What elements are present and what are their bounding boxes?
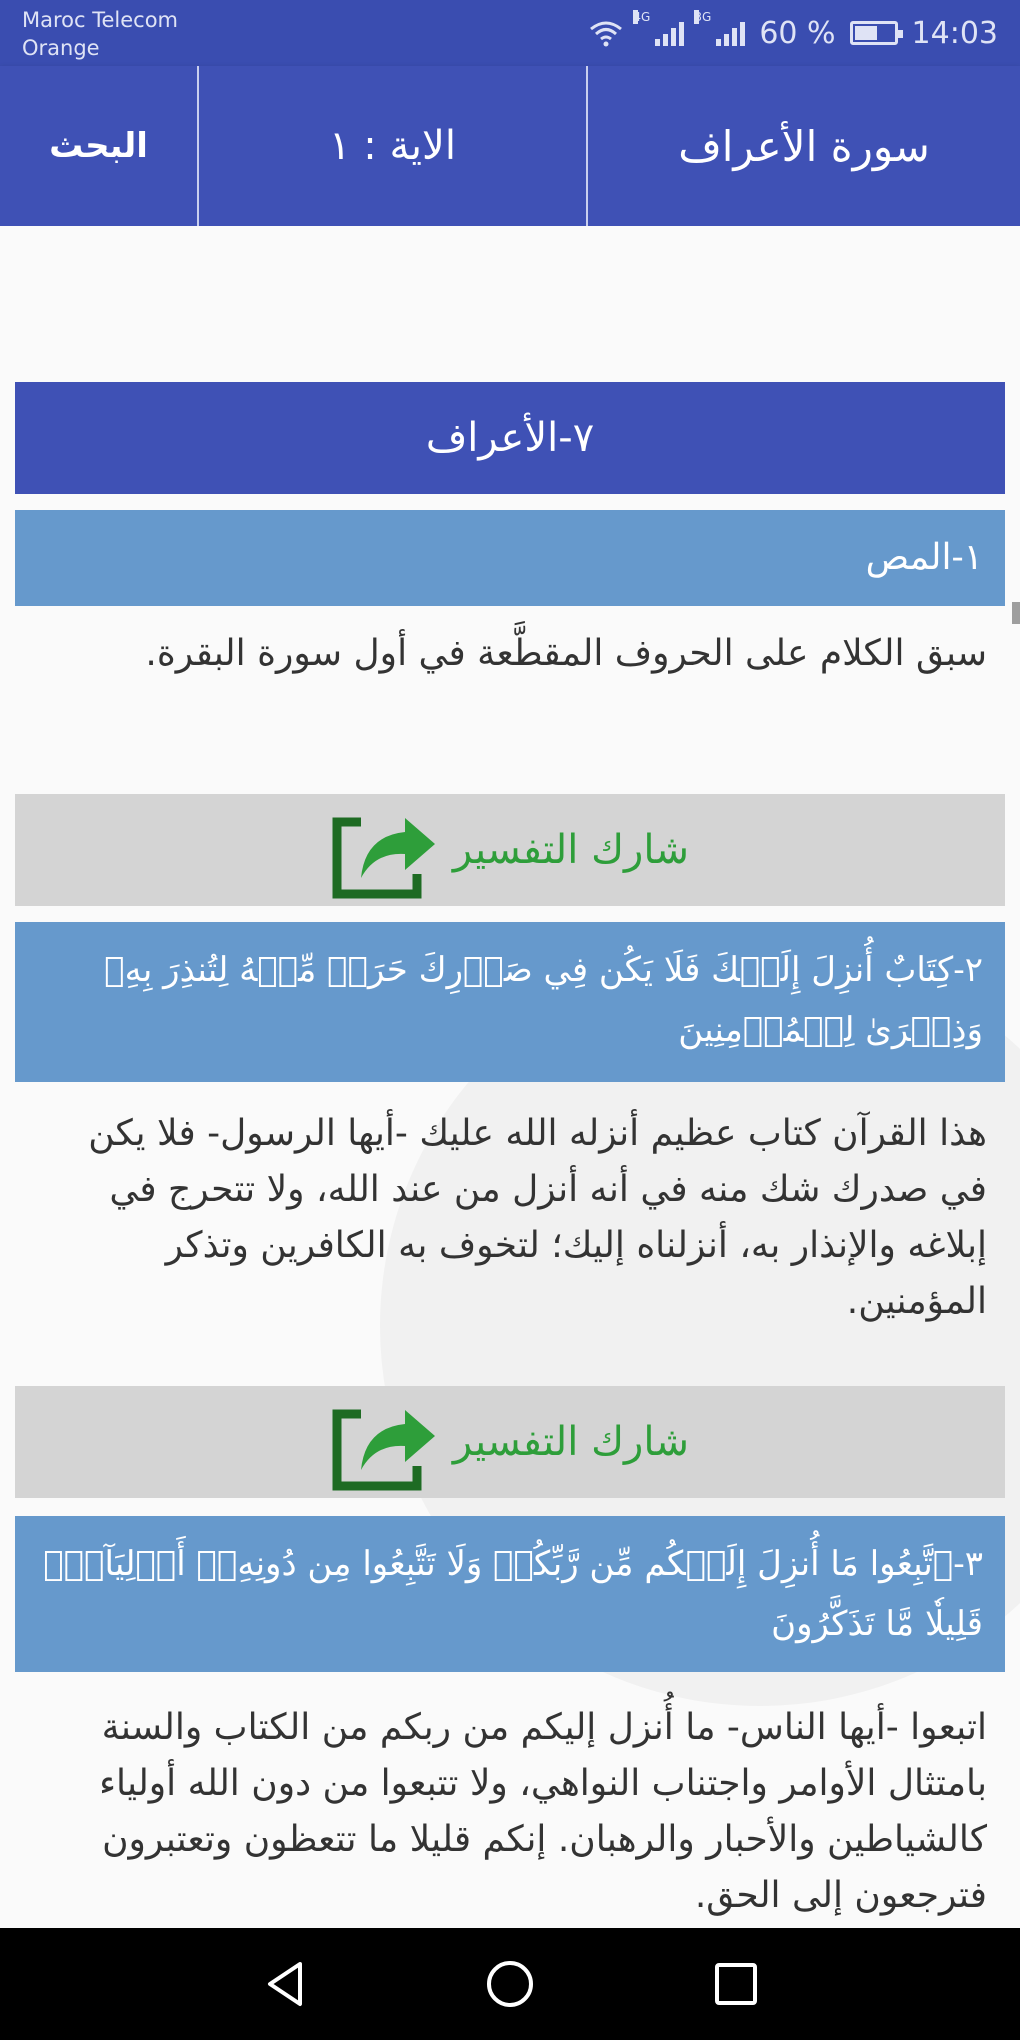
- share-arrow-icon: [331, 800, 435, 900]
- top-toolbar: [0, 66, 1020, 226]
- wifi-icon: [589, 19, 623, 47]
- share-tafsir-label-1: شارك التفسير: [452, 827, 690, 873]
- search-button[interactable]: البحث: [0, 66, 199, 226]
- share-tafsir-button-1[interactable]: [15, 794, 1005, 906]
- battery-icon: [850, 21, 898, 45]
- back-triangle-icon[interactable]: [258, 1956, 314, 2012]
- status-indicators: [589, 0, 998, 66]
- share-arrow-icon: [331, 1392, 435, 1492]
- tafsir-text-1: سبق الكلام على الحروف المقطَّعة في أول سورة البقرة.: [145, 633, 987, 674]
- clock: 14:03: [911, 15, 998, 51]
- tafsir-text-3: اتبعوا -أيها الناس- ما أُنزل إليكم من ربكم من الكتاب والسنة بامتثال الأوامر واجتناب النواهي، ولا تتبعوا من دون الله أولياء كالشياطين والأحبار والرهبان. إنكم قليلا ما تتعظون وتعتبرون فترجعون إلى الحق.: [99, 1707, 987, 1916]
- share-tafsir-button-2[interactable]: [15, 1386, 1005, 1498]
- surah-selector[interactable]: سورة الأعراف: [678, 121, 930, 171]
- network-4g-label: 4G: [633, 10, 651, 24]
- share-tafsir-label-2: شارك التفسير: [452, 1419, 690, 1465]
- ayah-box-2: ٢-كِتَابٌ أُنزِلَ إِلَيۡكَ فَلَا يَكُن فِي صَدۡرِكَ حَرَجٞ مِّنۡهُ لِتُنذِرَ بِهِۦ وَذِكۡرَىٰ لِلۡمُؤۡمِنِينَ: [15, 922, 1005, 1082]
- carrier-line-1: Maroc Telecom: [22, 8, 179, 32]
- surah-header: ٧-الأعراف: [15, 382, 1005, 494]
- carrier-info: [22, 6, 178, 62]
- ayah-box-3: ٣-ٱتَّبِعُوا مَا أُنزِلَ إِلَيۡكُم مِّن رَّبِّكُمۡ وَلَا تَتَّبِعُوا مِن دُونِهِۦٓ أَوۡلِيَآءَۗ قَلِيلٗا مَّا تَذَكَّرُونَ: [15, 1516, 1005, 1672]
- carrier-line-2: Orange: [22, 36, 100, 60]
- signal-4g-icon: [633, 10, 684, 46]
- network-3g-label: 3G: [694, 10, 712, 24]
- status-bar: [0, 0, 1020, 66]
- system-nav-bar: [0, 1928, 1020, 2040]
- tafsir-list[interactable]: [0, 226, 1020, 1928]
- recents-square-icon[interactable]: [708, 1956, 764, 2012]
- ayah-box-1: ١-المص: [15, 510, 1005, 606]
- tafsir-text-2: هذا القرآن كتاب عظيم أنزله الله عليك -أيها الرسول- فلا يكن في صدرك شك منه في أنه أنزل من عند الله، ولا تتحرج في إبلاغه والإنذار به، أنزلناه إليك؛ لتخوف به الكافرين وتذكر المؤمنين.: [88, 1113, 987, 1322]
- battery-percent: 60 %: [759, 15, 836, 51]
- ayah-selector[interactable]: الاية : ١: [199, 66, 588, 226]
- signal-3g-icon: [694, 10, 745, 46]
- home-circle-icon[interactable]: [482, 1956, 538, 2012]
- scrollbar-thumb[interactable]: [1012, 602, 1020, 624]
